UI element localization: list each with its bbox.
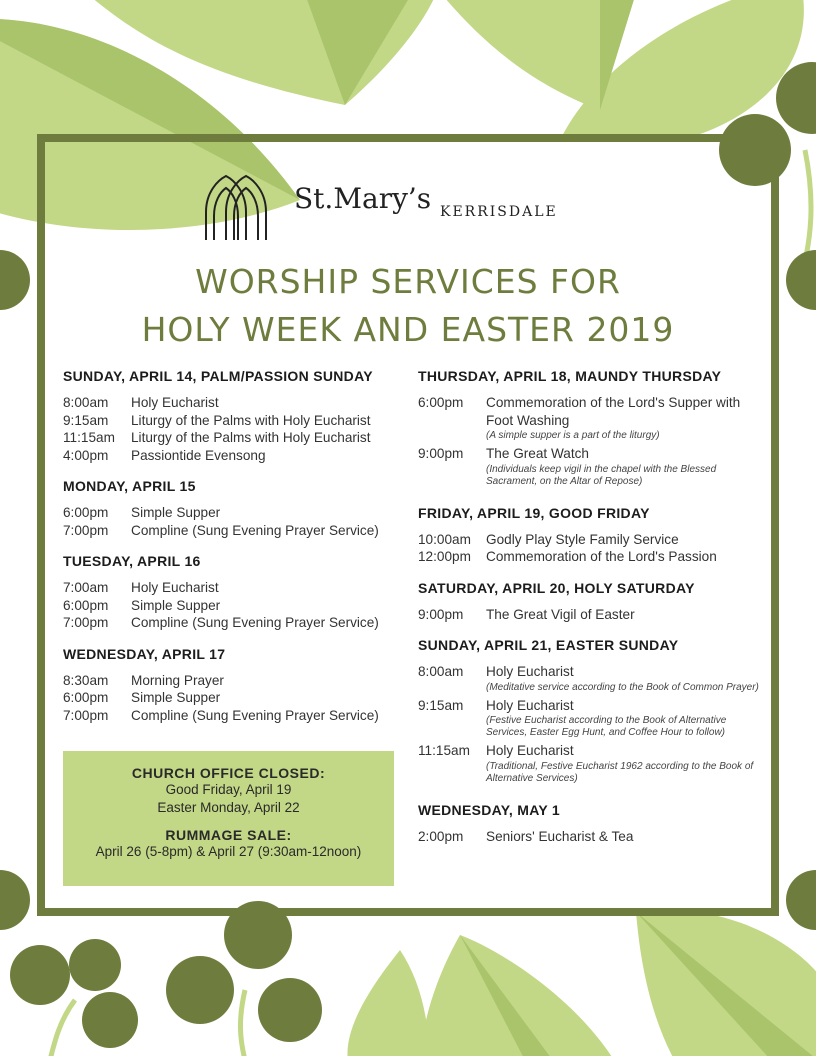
service-time: 8:30am — [63, 672, 109, 688]
schedule-left-column — [63, 368, 403, 738]
service-name: Holy Eucharist — [486, 743, 574, 758]
circle-left-top — [0, 250, 30, 310]
leaf-bottom-right — [636, 910, 816, 1056]
service-time: 4:00pm — [63, 447, 109, 463]
service-time: 6:00pm — [63, 505, 109, 520]
service-row — [63, 672, 403, 690]
service-details — [131, 394, 403, 412]
service-name: Commemoration of the Lord's Passion — [486, 549, 717, 564]
service-row — [418, 663, 763, 697]
service-time: 8:00am — [63, 395, 109, 410]
service-name: Simple Supper — [131, 690, 221, 705]
day-heading: MONDAY, APRIL 15 — [63, 478, 196, 494]
service-name: Liturgy of the Palms with Holy Eucharist — [131, 430, 371, 445]
service-details — [131, 614, 403, 632]
service-details — [486, 606, 763, 624]
service-name: Godly Play Style Family Service — [486, 531, 679, 547]
day-section — [418, 637, 763, 788]
service-time: 7:00pm — [63, 615, 109, 630]
service-details — [486, 394, 763, 445]
service-time: 7:00pm — [63, 707, 109, 723]
service-note: (Meditative service according to the Book of Common Prayer) — [486, 681, 759, 693]
service-details — [486, 445, 763, 491]
service-name: Morning Prayer — [131, 672, 224, 688]
service-name: The Great Vigil of Easter — [486, 606, 635, 622]
service-time: 10:00am — [418, 531, 471, 547]
service-row — [63, 429, 403, 447]
service-details — [131, 597, 403, 615]
clover-bottom-left — [10, 939, 138, 1056]
clover-bottom-center — [166, 901, 322, 1056]
title-line-1: WORSHIP SERVICES FOR — [195, 262, 621, 301]
service-details — [131, 689, 403, 707]
service-note: (Festive Eucharist according to the Book of Alternative Services, Easter Egg Hunt, and Coffee Hour to follow) — [486, 715, 727, 738]
service-details — [486, 742, 763, 788]
page-title — [100, 258, 716, 354]
service-details — [486, 697, 763, 743]
service-row — [418, 548, 763, 566]
service-name: Compline (Sung Evening Prayer Service) — [131, 707, 379, 723]
service-note: (A simple supper is a part of the liturgy) — [486, 430, 660, 441]
service-time: 9:15am — [63, 412, 109, 428]
service-time: 11:15am — [63, 430, 115, 445]
day-section — [63, 646, 403, 725]
day-heading: SUNDAY, APRIL 14, PALM/PASSION SUNDAY — [63, 368, 373, 384]
service-row — [418, 742, 763, 788]
service-name: Compline (Sung Evening Prayer Service) — [131, 615, 379, 630]
circle-right-top — [786, 250, 816, 310]
day-section — [418, 802, 763, 846]
service-time: 6:00pm — [418, 395, 464, 410]
service-details — [131, 672, 403, 690]
day-heading: THURSDAY, APRIL 18, MAUNDY THURSDAY — [418, 368, 722, 384]
service-row — [63, 597, 403, 615]
service-name: Holy Eucharist — [131, 580, 219, 595]
day-section — [63, 553, 403, 632]
service-name: The Great Watch — [486, 446, 589, 461]
service-name: Compline (Sung Evening Prayer Service) — [131, 522, 379, 538]
service-time: 2:00pm — [418, 828, 464, 844]
service-details — [486, 548, 763, 566]
leaf-bottom-center — [347, 935, 620, 1056]
service-time: 8:00am — [418, 664, 464, 679]
service-row — [418, 828, 763, 846]
service-row — [63, 689, 403, 707]
title-line-2: HOLY WEEK AND EASTER 2019 — [141, 310, 675, 349]
service-row — [63, 579, 403, 597]
day-heading: WEDNESDAY, MAY 1 — [418, 801, 560, 818]
day-heading: SUNDAY, APRIL 21, EASTER SUNDAY — [418, 637, 679, 653]
service-details — [131, 412, 403, 430]
logo-place: KERRISDALE — [440, 204, 558, 220]
service-row — [63, 504, 403, 522]
service-row — [418, 606, 763, 624]
service-details — [131, 429, 403, 447]
service-time: 9:15am — [418, 697, 464, 713]
service-time: 6:00pm — [63, 597, 109, 613]
service-details — [131, 579, 403, 597]
service-note: (Traditional, Festive Eucharist 1962 according to the Book of Alternative Services) — [486, 760, 754, 784]
day-section — [418, 580, 763, 624]
service-row — [63, 412, 403, 430]
church-logo — [204, 172, 624, 244]
schedule-right-column — [418, 368, 763, 859]
office-closed-line: Easter Monday, April 22 — [157, 800, 300, 815]
service-time: 7:00pm — [63, 522, 109, 538]
notice-box — [63, 751, 394, 886]
office-closed-line: Good Friday, April 19 — [165, 782, 292, 797]
service-details — [486, 531, 763, 549]
service-details — [486, 828, 763, 846]
service-time: 7:00am — [63, 580, 109, 595]
service-name: Holy Eucharist — [131, 395, 219, 410]
service-name: Holy Eucharist — [486, 664, 574, 679]
service-name: Liturgy of the Palms with Holy Eucharist — [131, 412, 371, 428]
service-time: 9:00pm — [418, 446, 464, 461]
service-name: Commemoration of the Lord's Supper with Foot Washing — [486, 395, 741, 428]
service-row — [63, 614, 403, 632]
day-section — [63, 368, 403, 464]
service-time: 9:00pm — [418, 606, 464, 622]
service-name: Simple Supper — [131, 597, 221, 613]
service-details — [131, 447, 403, 465]
service-name: Simple Supper — [131, 505, 221, 520]
rummage-sale-heading: RUMMAGE SALE: — [165, 827, 292, 843]
day-section — [418, 368, 763, 491]
day-heading: SATURDAY, APRIL 20, HOLY SATURDAY — [418, 579, 695, 596]
service-name: Passiontide Evensong — [131, 447, 266, 463]
service-row — [63, 447, 403, 465]
service-name: Holy Eucharist — [486, 697, 574, 713]
service-row — [63, 707, 403, 725]
rummage-sale-line: April 26 (5-8pm) & April 27 (9:30am-12noon) — [95, 844, 362, 859]
service-row — [418, 394, 763, 445]
service-time: 11:15am — [418, 743, 470, 758]
service-details — [131, 522, 403, 540]
service-details — [486, 663, 763, 697]
service-note: (Individuals keep vigil in the chapel with the Blessed Sacrament, on the Altar of Repose) — [486, 463, 717, 487]
service-row — [418, 697, 763, 743]
day-heading: WEDNESDAY, APRIL 17 — [63, 645, 226, 662]
service-name: Seniors' Eucharist & Tea — [486, 828, 634, 844]
day-heading: TUESDAY, APRIL 16 — [63, 553, 201, 569]
circle-left-bottom — [0, 870, 30, 930]
day-section — [63, 478, 403, 539]
church-arches-logo — [204, 172, 276, 244]
service-row — [63, 394, 403, 412]
service-details — [131, 504, 403, 522]
logo-name: St.Mary’s — [294, 182, 432, 215]
service-row — [63, 522, 403, 540]
service-row — [418, 445, 763, 491]
office-closed-heading: CHURCH OFFICE CLOSED: — [131, 765, 326, 781]
service-time: 6:00pm — [63, 690, 109, 705]
service-details — [131, 707, 403, 725]
service-row — [418, 531, 763, 549]
day-section — [418, 505, 763, 566]
day-heading: FRIDAY, APRIL 19, GOOD FRIDAY — [418, 504, 650, 521]
service-time: 12:00pm — [418, 549, 471, 564]
circle-right-bottom — [786, 870, 816, 930]
